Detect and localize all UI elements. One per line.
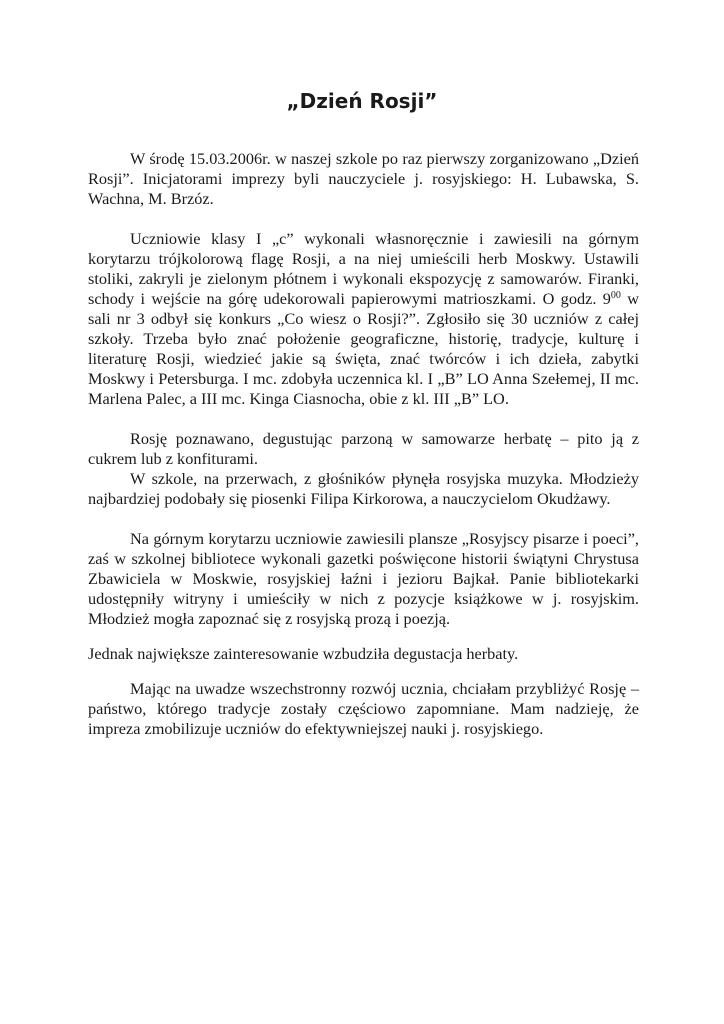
paragraph-music: W szkole, na przerwach, z głośników płynęła rosyjska muzyka. Młodzieży najbardziej podobały się piosenki Filipa Kirkorowa, a nauczycielom Okudżawy. (88, 469, 639, 508)
article-body (88, 149, 639, 739)
time-superscript: 00 (610, 290, 621, 301)
paragraph-intro: W środę 15.03.2006r. w naszej szkole po raz pierwszy zorganizowano „Dzień Rosji”. Inicjatorami imprezy byli nauczyciele j. rosyjskiego: H. Lubawska, S. Wachna, M. Brzóz. (88, 149, 639, 208)
paragraph-conclusion: Mając na uwadze wszechstronny rozwój ucznia, chciałam przybliżyć Rosję – państwo, którego tradycje zostały częściowo zapomniane. Mam nadzieję, że impreza zmobilizuje uczniów do efektywniejszej nauki j. rosyjskiego. (88, 679, 639, 738)
paragraph-preparations-end: w sali nr 3 odbył się konkurs „Co wiesz o Rosji?”. Zgłosiło się 30 uczniów z całej szkoły. Trzeba było znać położenie geograficzne, historię, tradycje, kulturę i literaturę Rosji, wiedzieć jakie są święta, znać twórców i ich dzieła, zabytki Moskwy i Petersburga. I mc. zdobyła uczennica kl. I „B” LO Anna Szełemej, II mc. Marlena Palec, a III mc. Kinga Ciasnocha, obie z kl. III „B” LO. (88, 289, 640, 408)
paragraph-tea-tasting: Rosję poznawano, degustując parzoną w samowarze herbatę – pito ją z cukrem lub z konfiturami. (88, 429, 639, 468)
page-title: „Dzień Rosji” (286, 89, 438, 113)
paragraph-highlight: Jednak największe zainteresowanie wzbudziła degustacja herbaty. (88, 644, 519, 663)
paragraph-preparations-start: Uczniowie klasy I „c” wykonali własnoręcznie i zawiesili na górnym korytarzu trójkolorową flagę Rosji, a na niej umieścili herb Moskwy. Ustawili stoliki, zakryli je zielonym płótnem i wykonali ekspozycję z samowarów. Firanki, schody i wejście na górę udekorowali papierowymi matrioszkami. O godz. 9 (88, 229, 639, 308)
paragraph-library: Na górnym korytarzu uczniowie zawiesili plansze „Rosyjscy pisarze i poeci”, zaś w szkolnej bibliotece wykonali gazetki poświęcone historii świątyni Chrystusa Zbawiciela w Moskwie, rosyjskiej łaźni i jezioru Bajkał. Panie bibliotekarki udostępniły witryny i umieściły w nich z pozycje książkowe w j. rosyjskim. Młodzież mogła zapoznać się z rosyjską prozą i poezją. (88, 529, 639, 628)
paragraph-preparations (88, 229, 639, 409)
